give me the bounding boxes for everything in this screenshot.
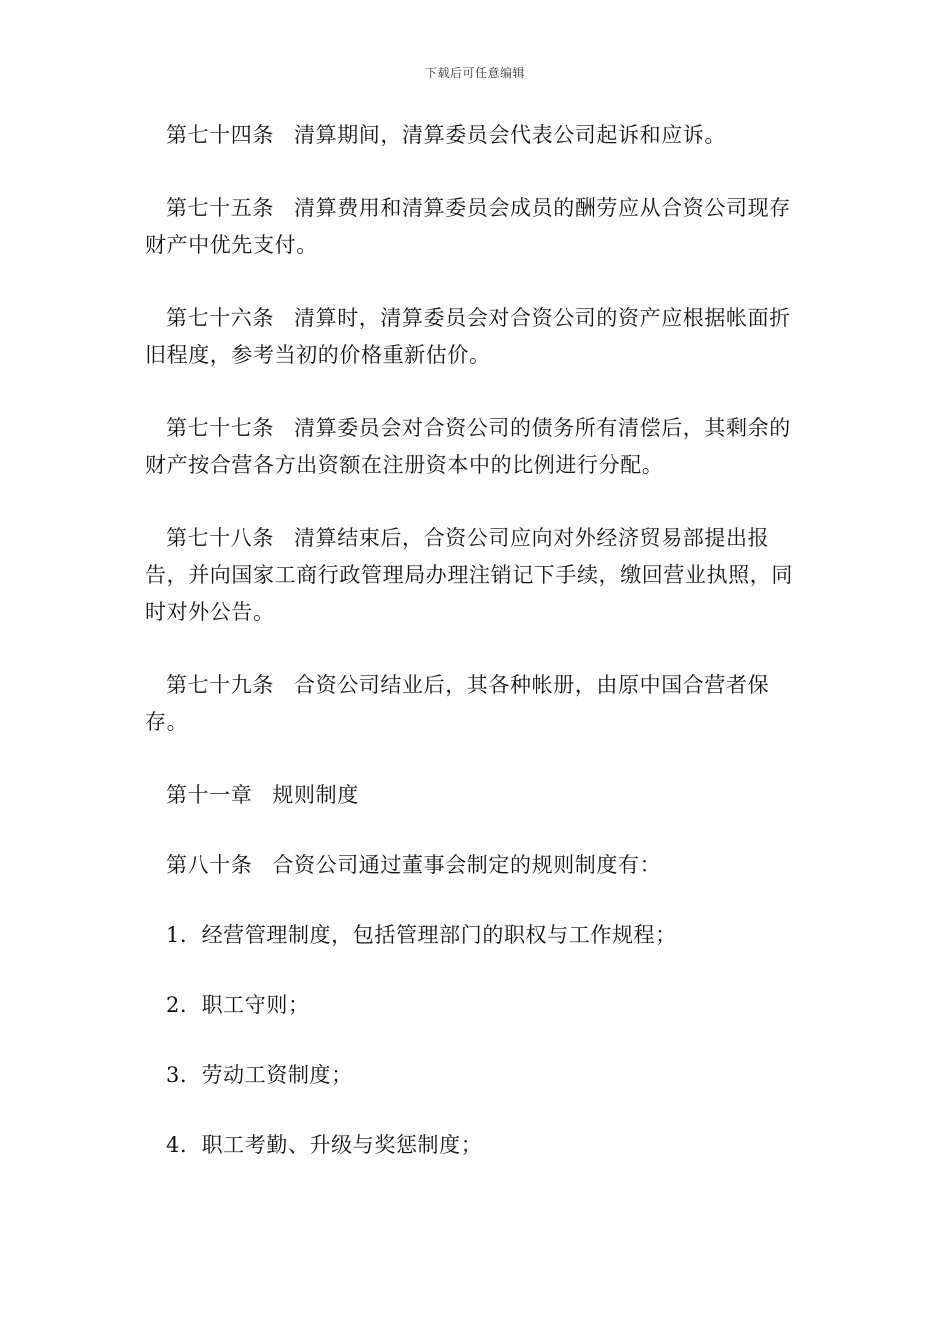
list-item-4 [145,1127,810,1164]
article-label: 第七十五条 [166,196,274,220]
article-76 [145,300,810,374]
article-79 [145,667,810,741]
list-item-1 [145,917,810,954]
page-header: 下载后可任意编辑 [424,66,525,80]
list-text: 经营管理制度，包括管理部门的职权与工作规程； [201,923,677,947]
article-text: 清算期间，清算委员会代表公司起诉和应诉。 [294,123,726,147]
article-label: 第七十四条 [166,123,274,147]
document-body [145,117,810,1197]
list-number: 1． [166,923,202,947]
list-text: 劳动工资制度； [201,1063,353,1087]
article-text: 清算时，清算委员会对合资公司的资产应根据帐面折旧程度，参考当初的价格重新估价。 [145,306,791,367]
article-75 [145,190,810,264]
article-text: 合资公司通过董事会制定的规则制度有： [272,853,662,877]
article-text: 合资公司结业后，其各种帐册，由原中国合营者保存。 [145,673,770,734]
article-label: 第七十九条 [166,673,274,697]
list-item-3 [145,1057,810,1094]
list-item-2 [145,987,810,1024]
article-text: 清算结束后，合资公司应向对外经济贸易部提出报告，并向国家工商行政管理局办理注销记下手续，缴回营业执照，同时对外公告。 [145,526,793,624]
chapter-label: 第十一章 [166,783,253,807]
article-77 [145,410,810,484]
article-label: 第七十八条 [166,526,274,550]
list-text: 职工考勤、升级与奖惩制度； [201,1133,483,1157]
article-74 [145,117,810,154]
article-78 [145,520,810,631]
article-label: 第七十七条 [166,416,274,440]
article-label: 第七十六条 [166,306,274,330]
article-text: 清算费用和清算委员会成员的酬劳应从合资公司现存财产中优先支付。 [145,196,791,257]
list-number: 4． [166,1133,202,1157]
article-label: 第八十条 [166,853,253,877]
list-text: 职工守则； [201,993,310,1017]
article-text: 清算委员会对合资公司的债务所有清偿后，其剩余的财产按合营各方出资额在注册资本中的比例进行分配。 [145,416,791,477]
chapter-title: 规则制度 [272,783,359,807]
list-number: 3． [166,1063,202,1087]
chapter-11-heading [145,777,810,814]
article-80 [145,847,810,884]
list-number: 2． [166,993,202,1017]
